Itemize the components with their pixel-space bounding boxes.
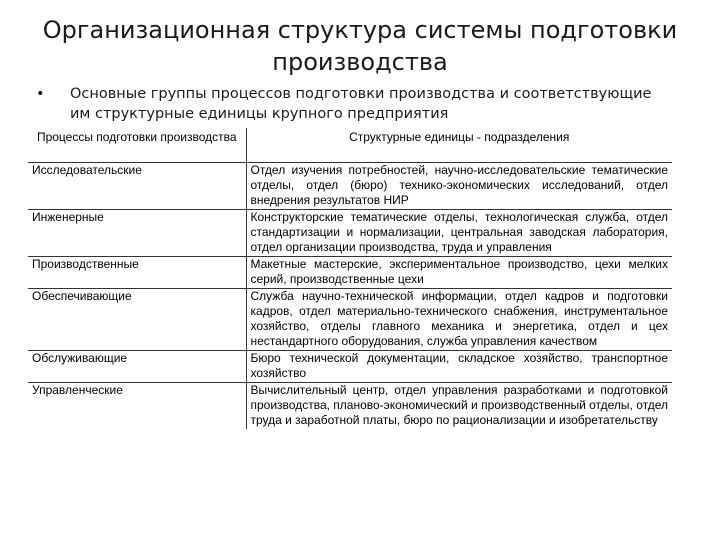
table-row xyxy=(28,210,672,257)
units-cell: Отдел изучения потребностей, научно-исследовательские тематические отделы, отдел (бюро) технико-экономических исследований, отдел внедрения результатов НИР xyxy=(246,163,672,210)
units-cell: Макетные мастерские, экспериментальное производство, цехи мелких серий, производственные цехи xyxy=(246,257,672,289)
process-cell: Обеспечивающие xyxy=(28,289,246,351)
units-cell: Вычислительный центр, отдел управления разработками и подготовкой производства, планово-экономический и производственный отделы, отдел труда и заработной платы, бюро по рационализации и изобретательству xyxy=(246,383,672,430)
header-units: Структурные единицы - подразделения xyxy=(246,128,672,163)
table-row xyxy=(28,163,672,210)
table-row xyxy=(28,289,672,351)
units-cell: Служба научно-технической информации, отдел кадров и подготовки кадров, отдел материально-технического снабжения, инструментальное хозяйство, отделы главного механика и энергетика, отдел и цех нестандартного оборудования, служба управления качеством xyxy=(246,289,672,351)
table-row xyxy=(28,351,672,383)
process-cell: Производственные xyxy=(28,257,246,289)
table-row xyxy=(28,383,672,430)
process-cell: Инженерные xyxy=(28,210,246,257)
org-structure-table xyxy=(28,128,672,429)
bullet-marker: • xyxy=(36,86,45,102)
process-cell: Обслуживающие xyxy=(28,351,246,383)
table-row xyxy=(28,257,672,289)
header-processes: Процессы подготовки производства xyxy=(28,128,246,163)
units-cell: Бюро технической документации, складское хозяйство, транспортное хозяйство xyxy=(246,351,672,383)
bullet-text: Основные группы процессов подготовки производства и соответствующие им структурные единицы крупного предприятия xyxy=(70,86,652,122)
process-cell: Управленческие xyxy=(32,383,123,397)
units-cell: Конструкторские тематические отделы, технологическая служба, отдел стандартизации и нормализации, центральная заводская лаборатория, отдел организации производства, труда и управления xyxy=(246,210,672,257)
table-header-row xyxy=(28,128,672,163)
process-cell: Исследовательские xyxy=(28,163,246,210)
slide-title: Организационная структура системы подготовки производства xyxy=(42,16,678,76)
